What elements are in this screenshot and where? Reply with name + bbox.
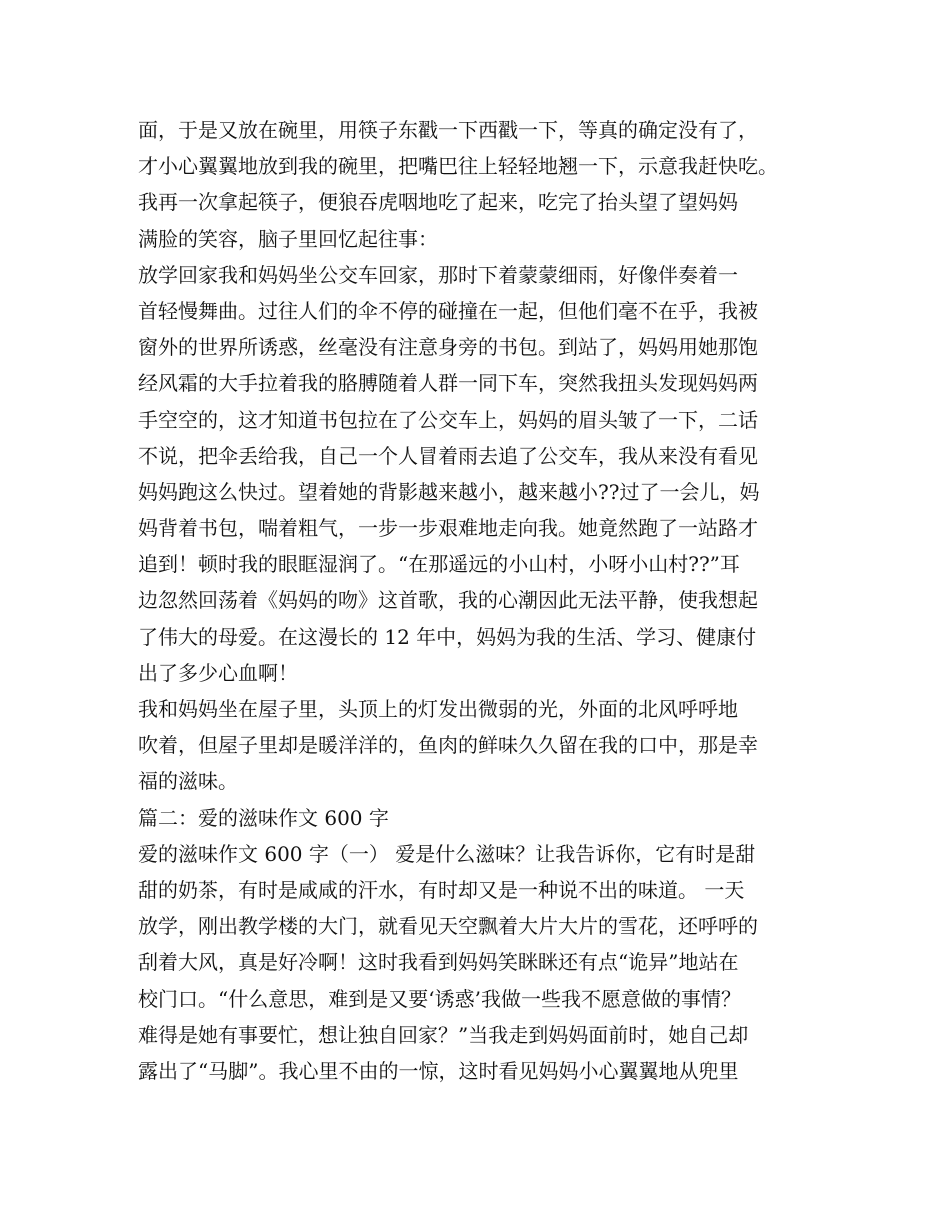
text-line: 首轻慢舞曲。过往人们的伞不停的碰撞在一起，但他们毫不在乎，我被 (138, 298, 758, 323)
text-line: 经风霜的大手拉着我的胳膊随着人群一同下车，突然我扭头发现妈妈两 (138, 371, 758, 396)
text-line: 不说，把伞丢给我，自己一个人冒着雨去追了公交车，我从来没有看见 (138, 443, 758, 468)
text-line: 妈妈跑这么快过。望着她的背影越来越小，越来越小??过了一会儿，妈 (138, 479, 760, 504)
text-line: 追到！顿时我的眼眶湿润了。“在那遥远的小山村，小呀小山村??”耳 (138, 552, 740, 577)
text-line: 边忽然回荡着《妈妈的吻》这首歌，我的心潮因此无法平静，使我想起 (138, 588, 758, 613)
text-line: 放学，刚出教学楼的大门，就看见天空飘着大片大片的雪花，还呼呼的 (138, 914, 758, 939)
section-heading: 篇二：爱的滋味作文 600 字 (138, 805, 389, 830)
text-line: 窗外的世界所诱惑，丝毫没有注意身旁的书包。到站了，妈妈用她那饱 (138, 335, 758, 360)
text-line: 爱的滋味作文 600 字（一） 爱是什么滋味？让我告诉你，它有时是甜 (138, 841, 756, 866)
text-line: 吹着，但屋子里却是暖洋洋的，鱼肉的鲜味久久留在我的口中，那是幸 (138, 733, 758, 758)
text-line: 才小心翼翼地放到我的碗里，把嘴巴往上轻轻地翘一下，示意我赶快吃。 (138, 154, 778, 179)
text-line: 满脸的笑容，脑子里回忆起往事： (138, 226, 438, 251)
text-line: 妈背着书包，喘着粗气，一步一步艰难地走向我。她竟然跑了一站路才 (138, 516, 758, 541)
text-line: 了伟大的母爱。在这漫长的 12 年中，妈妈为我的生活、学习、健康付 (138, 624, 757, 649)
text-line: 福的滋味。 (138, 769, 238, 794)
text-line: 出了多少心血啊！ (138, 660, 298, 685)
document-body (138, 112, 828, 1089)
text-line: 我和妈妈坐在屋子里，头顶上的灯发出微弱的光，外面的北风呼呼地 (138, 697, 738, 721)
text-line: 放学回家我和妈妈坐公交车回家，那时下着蒙蒙细雨，好像伴奏着一 (138, 262, 738, 287)
text-line: 甜的奶茶，有时是咸咸的汗水，有时却又是一种说不出的味道。 一天 (138, 877, 745, 902)
text-line: 面，于是又放在碗里，用筷子东戳一下西戳一下，等真的确定没有了， (138, 118, 758, 142)
text-line: 校门口。“什么意思，难到是又要‘诱惑’我做一些我不愿意做的事情？ (138, 986, 741, 1011)
text-line: 露出了“马脚”。我心里不由的一惊，这时看见妈妈小心翼翼地从兜里 (138, 1058, 739, 1083)
text-line: 手空空的，这才知道书包拉在了公交车上，妈妈的眉头皱了一下，二话 (138, 407, 758, 432)
text-line: 难得是她有事要忙，想让独自回家？”当我走到妈妈面前时，她自己却 (138, 1022, 749, 1047)
text-line: 刮着大风，真是好冷啊！这时我看到妈妈笑眯眯还有点“诡异”地站在 (138, 950, 739, 975)
text-line: 我再一次拿起筷子，便狼吞虎咽地吃了起来，吃完了抬头望了望妈妈 (138, 190, 738, 215)
